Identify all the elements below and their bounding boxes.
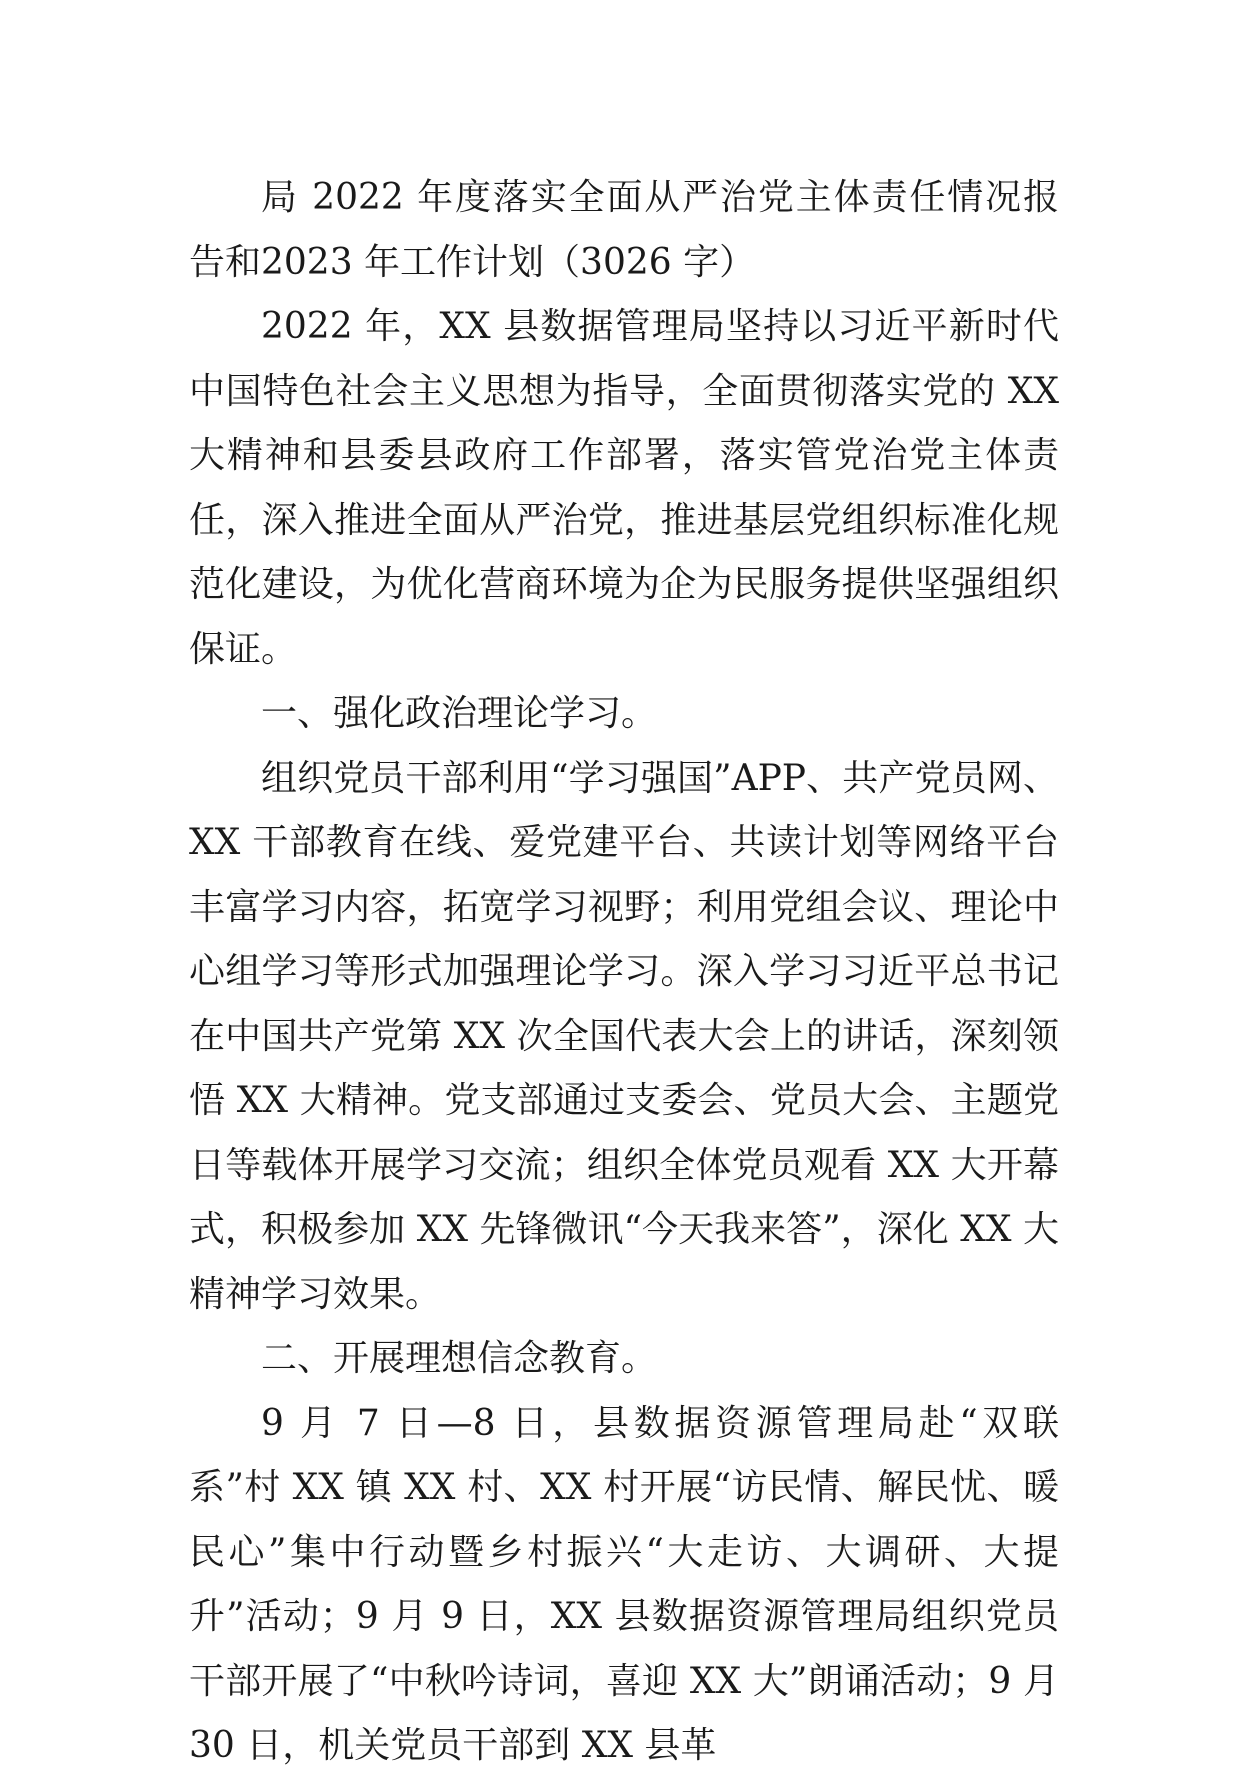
paragraph-study: 组织党员干部利用“学习强国”APP、共产党员网、XX 干部教育在线、爱党建平台、共读计划等网络平台丰富学习内容，拓宽学习视野；利用党组会议、理论中心组学习等形式加强理论学习。深入学习习近平总书记在中国共产党第 XX 次全国代表大会上的讲话，深刻领悟 XX 大精神。党支部通过支委会、党员大会、主题党日等载体开展学习交流；组织全体党员观看 XX 大开幕式，积极参加 XX 先锋微讯“今天我来答”，深化 XX 大精神学习效果。 [189, 757, 1059, 1315]
section-heading-2: 二、开展理想信念教育。 [261, 1338, 658, 1379]
section-heading-1: 一、强化政治理论学习。 [261, 693, 658, 734]
document-title: 局 2022 年度落实全面从严治党主体责任情况报告和2023 年工作计划（3026 字） [189, 177, 1059, 283]
document-body [189, 166, 1059, 1779]
paragraph-intro: 2022 年，XX 县数据管理局坚持以习近平新时代中国特色社会主义思想为指导，全面贯彻落实党的 XX 大精神和县委县政府工作部署，落实管党治党主体责任，深入推进全面从严治党，推进基层党组织标准化规范化建设，为优化营商环境为企为民服务提供坚强组织保证。 [189, 306, 1059, 670]
paragraph-education: 9 月 7 日—8 日，县数据资源管理局赴“双联系”村 XX 镇 XX 村、XX 村开展“访民情、解民忧、暖民心”集中行动暨乡村振兴“大走访、大调研、大提升”活动；9 月 9 日，XX 县数据资源管理局组织党员干部开展了“中秋吟诗词，喜迎 XX 大”朗诵活动；9 月 30 日，机关党员干部到 XX 县革 [189, 1402, 1059, 1766]
